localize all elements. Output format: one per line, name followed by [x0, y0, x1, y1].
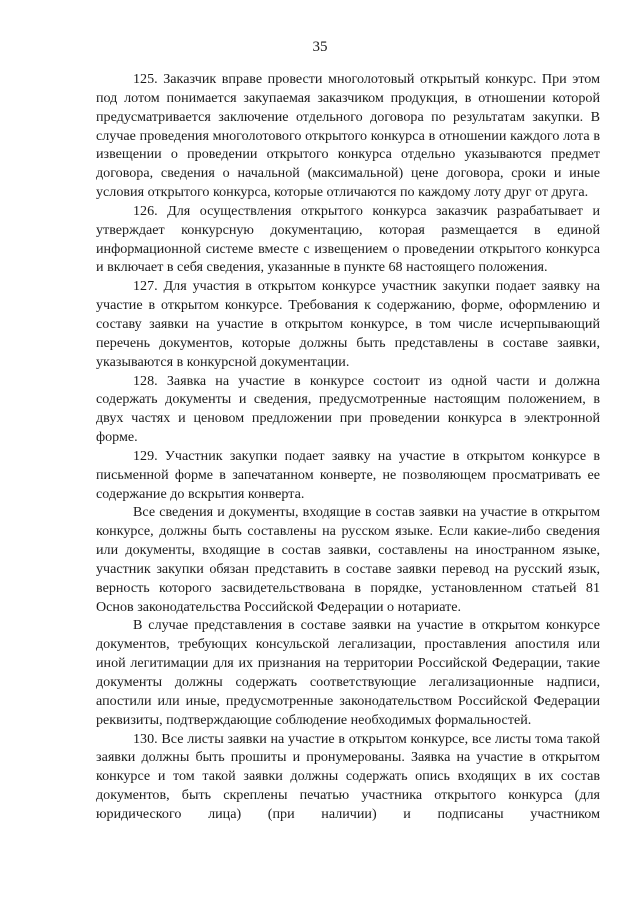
- paragraph-130: 130. Все листы заявки на участие в открытом конкурсе, все листы тома такой заявки должны быть прошиты и пронумерованы. Заявка на участие в открытом конкурсе и том такой заявки должны содержать опись входящих в их состав документов, быть скреплены печатью участника открытого конкурса (для юридического лица) (при наличии) и подписаны участником: [96, 730, 600, 822]
- document-body: [96, 70, 600, 824]
- paragraph-126: 126. Для осуществления открытого конкурса заказчик разрабатывает и утверждает конкурсную документацию, которая размещается в единой информационной системе вместе с извещением о проведении открытого конкурса и включает в себя сведения, указанные в пункте 68 настоящего положения.: [96, 202, 600, 276]
- paragraph-129: 129. Участник закупки подает заявку на участие в открытом конкурсе в письменной форме в запечатанном конверте, не позволяющем просматривать ее содержание до вскрытия конверта.: [96, 447, 600, 502]
- paragraph-language-requirements: Все сведения и документы, входящие в состав заявки на участие в открытом конкурсе, должны быть составлены на русском языке. Если какие-либо сведения или документы, входящие в состав заявки, составлены на иностранном языке, участник закупки обязан представить в составе заявки перевод на русский язык, верность которого засвидетельствована в порядке, установленном статьей 81 Основ законодательства Российской Федерации о нотариате.: [96, 504, 600, 615]
- paragraph-125: 125. Заказчик вправе провести многолотовый открытый конкурс. При этом под лотом понимается закупаемая заказчиком продукция, в отношении которой предусматривается заключение отдельного договора по результатам закупки. В случае проведения многолотового открытого конкурса в отношении каждого лота в извещении о проведении открытого конкурса отдельно указываются предмет договора, сведения о начальной (максимальной) цене договора, сроки и иные условия открытого конкурса, которые отличаются по каждому лоту друг от друга.: [96, 71, 600, 201]
- paragraph-legalization: В случае представления в составе заявки на участие в открытом конкурсе документов, требующих консульской легализации, проставления апостиля или иной легитимации для их признания на территории Российской Федерации, такие документы должны содержать соответствующие легализационные надписи, апостили или иные, предусмотренные законодательством Российской Федерации реквизиты, подтверждающие соблюдение необходимых формальностей.: [96, 617, 600, 728]
- paragraph-127: 127. Для участия в открытом конкурсе участник закупки подает заявку на участие в открытом конкурсе. Требования к содержанию, форме, оформлению и составу заявки на участие в открытом конкурсе, в том числе исчерпывающий перечень документов, которые должны быть представлены в составе заявки, указываются в конкурсной документации.: [96, 278, 600, 370]
- page-number: 35: [312, 39, 328, 55]
- paragraph-128: 128. Заявка на участие в конкурсе состоит из одной части и должна содержать документы и сведения, предусмотренные настоящим положением, в двух частях и ценовом предложении при проведении конкурса в электронной форме.: [96, 372, 600, 446]
